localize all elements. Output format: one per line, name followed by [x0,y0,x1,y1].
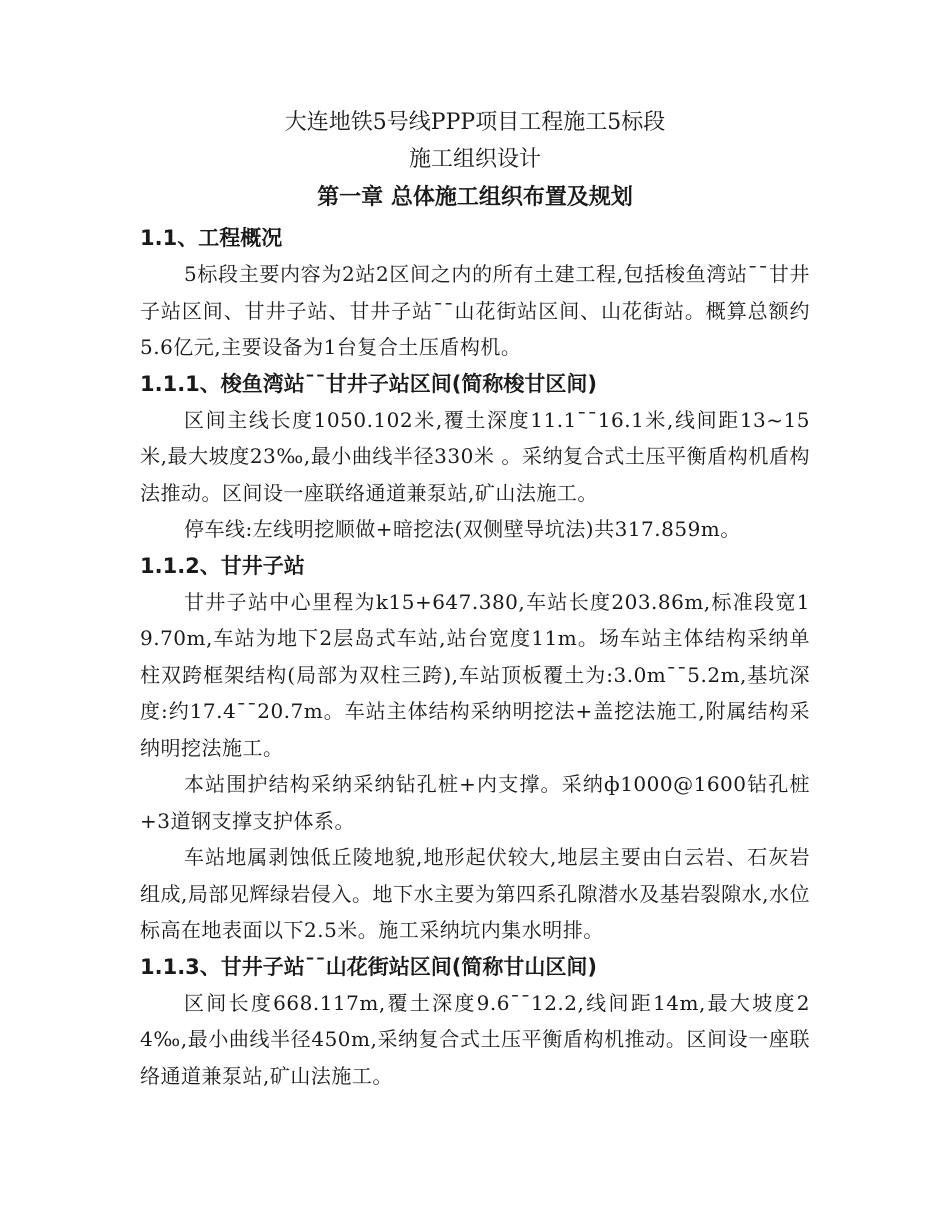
section-ganjingzi-station [140,548,810,949]
document-subtitle: 施工组织设计 [408,147,541,172]
section-heading: 1.1.1、梭鱼湾站¯¯甘井子站区间(简称梭甘区间) [140,371,597,396]
paragraph: 5标段主要内容为2站2区间之内的所有土建工程,包括梭鱼湾站¯¯甘井子站区间、甘井子站、甘井子站¯¯山花街站区间、山花街站。概算总额约5.6亿元,主要设备为1台复合土压盾构机。 [140,262,810,359]
chapter-title: 第一章 总体施工组织布置及规划 [317,185,633,210]
paragraph: 甘井子站中心里程为k15+647.380,车站长度203.86m,标准段宽19.70m,车站为地下2层岛式车站,站台宽度11m。场车站主体结构采纳单柱双跨框架结构(局部为双柱三跨),车站顶板覆土为:3.0m¯¯5.2m,基坑深度:约17.4¯¯20.7m。车站主体结构采纳明挖法+盖挖法施工,附属结构采纳明挖法施工。 [140,589,810,760]
document-title: 大连地铁5号线PPP项目工程施工5标段 [284,110,666,135]
section-heading: 1.1.2、甘井子站 [140,553,305,578]
document-body [140,220,810,1094]
paragraph: 区间长度668.117m,覆土深度9.6¯¯12.2,线间距14m,最大坡度24‰,最小曲线半径450m,采纳复合式土压平衡盾构机推动。区间设一座联络通道兼泵站,矿山法施工。 [140,990,810,1088]
paragraph: 车站地属剥蚀低丘陵地貌,地形起伏较大,地层主要由白云岩、石灰岩组成,局部见辉绿岩侵入。地下水主要为第四系孔隙潜水及基岩裂隙水,水位标高在地表面以下2.5米。施工采纳坑内集水明排。 [140,845,810,942]
paragraph: 停车线:左线明挖顺做+暗挖法(双侧壁导坑法)共317.859m。 [184,517,741,541]
paragraph: 区间主线长度1050.102米,覆土深度11.1¯¯16.1米,线间距13~15米,最大坡度23‰,最小曲线半径330米 。采纳复合式土压平衡盾构机盾构法推动。区间设一座联络通道兼泵站,矿山法施工。 [140,407,810,505]
section-overview [140,220,810,366]
section-heading: 1.1.3、甘井子站¯¯山花街站区间(简称甘山区间) [140,954,597,979]
section-heading: 1.1、工程概况 [140,226,283,250]
section-sugan-interval [140,366,810,548]
paragraph: 本站围护结构采纳采纳钻孔桩+内支撑。采纳ф1000@1600钻孔桩+3道钢支撑支护体系。 [140,772,810,833]
section-ganshan-interval [140,949,810,1095]
